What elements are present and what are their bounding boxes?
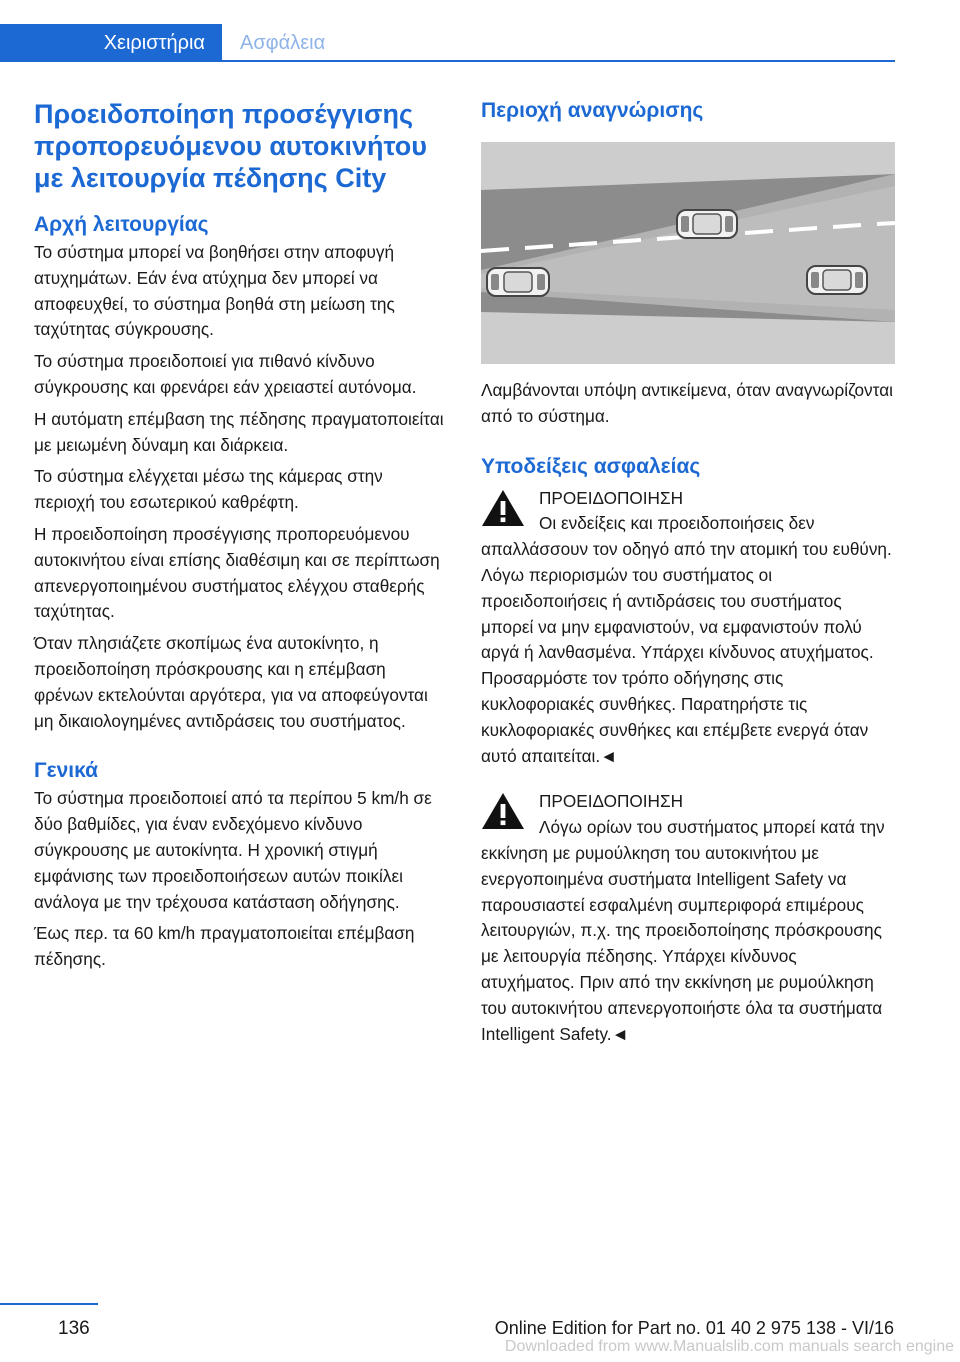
page-number: 136 xyxy=(58,1318,90,1339)
warning-triangle-icon xyxy=(481,488,525,528)
paragraph: Η προειδοποίηση προσέγγισης προπορευόμενου αυτοκινήτου είναι επίσης διαθέσιμη και σε περίπτωση απενεργοποιημένου συστήματος ελέγχου σταθερής ταχύτητας. xyxy=(34,523,440,622)
warning-text: Λόγω ορίων του συστήματος μπορεί κατά την εκκίνηση με ρυμούλκηση του αυτοκινήτου με ενεργοποιημένα συστήματα Intelligent Safety να παρουσιαστεί εσφαλμένη συμπεριφορά επιμέρους λειτουργιών, π.χ. της προειδοποίησης πρόσκρουσης με λειτουργία πέδησης. Υπάρχει κίνδυνος ατυχήματος. Πριν από την εκκίνηση με ρυμούλκηση του αυτοκινήτου απενεργοποιήστε όλα τα συστήματα Intelligent Safety.◄ xyxy=(481,817,885,1044)
paragraph: Όταν πλησιάζετε σκοπίμως ένα αυτοκίνητο, η προειδοποίηση πρόσκρουσης και η επέμβαση φρένων εκτελούνται αργότερα, για να αποφεύγονται μη δικαιολογημένες αντιδράσεις του συστήματος. xyxy=(34,633,428,731)
car-own xyxy=(487,268,549,296)
paragraph: Η αυτόματη επέμβαση της πέδησης πραγματοποιείται με μειωμένη δύναμη και διάρκεια. xyxy=(34,408,444,455)
page-header xyxy=(0,24,895,62)
warning-triangle-icon xyxy=(481,791,525,831)
paragraph: Το σύστημα προειδοποιεί από τα περίπου 5 km/h σε δύο βαθμίδες, για έναν ενδεχόμενο κίνδυνο σύγκρουσης με αυτοκίνητα. Η χρονική στιγμή εμφάνισης των προειδοποιήσεων αυτών ποικίλει ανάλογα με την τρέχουσα κατάσταση οδήγησης. xyxy=(34,788,432,912)
tab-controls[interactable]: Χειριστήρια xyxy=(0,24,222,62)
paragraph: Το σύστημα μπορεί να βοηθήσει στην αποφυγή ατυχημάτων. Εάν ένα ατύχημα δεν μπορεί να αποφευχθεί, το σύστημα βοηθά στη μείωση της ταχύτητας σύγκρουσης. xyxy=(34,242,395,340)
paragraph: Το σύστημα προειδοποιεί για πιθανό κίνδυνο σύγκρουσης και φρενάρει εάν χρειαστεί αυτόνομα. xyxy=(34,351,417,397)
warning-block xyxy=(481,789,895,1047)
right-column xyxy=(481,98,895,1047)
heading-general: Γενικά xyxy=(34,759,99,783)
tab-safety[interactable]: Ασφάλεια xyxy=(240,32,326,54)
heading-detection-area: Περιοχή αναγνώρισης xyxy=(481,99,704,122)
road-diagram xyxy=(481,142,895,364)
header-rule xyxy=(0,60,895,62)
figure-caption: Λαμβάνονται υπόψη αντικείμενα, όταν αναγνωρίζονται από το σύστημα. xyxy=(481,380,893,426)
warning-label: ΠΡΟΕΙΔΟΠΟΙΗΣΗ xyxy=(539,487,683,508)
warning-text: Οι ενδείξεις και προειδοποιήσεις δεν απαλλάσσουν τον οδηγό από την ατομική του ευθύνη. Λόγω περιορισμών του συστήματος οι προειδοποιήσεις ή αντιδράσεις του συστήματος μπορεί να μην εμφανιστούν, να εμφανιστούν πολύ αργά ή λανθασμένα. Υπάρχει κίνδυνος ατυχήματος. Προσαρμόστε τον τρόπο οδήγησης στις κυκλοφοριακές συνθήκες. Παρατηρήστε τις κυκλοφοριακές συνθήκες και επέμβετε ενεργά όταν αυτό απαιτείται.◄ xyxy=(481,513,892,766)
left-column xyxy=(34,98,448,979)
paragraph: Έως περ. τα 60 km/h πραγματοποιείται επέμβαση πέδησης. xyxy=(34,923,415,970)
page-title: Προειδοποίηση προσέγγισης προπορευόμενου αυτοκινήτου με λειτουργία πέδησης City xyxy=(34,99,427,193)
edition-info: Online Edition for Part no. 01 40 2 975 138 - VI/16 xyxy=(494,1318,894,1338)
heading-safety-notes: Υποδείξεις ασφαλείας xyxy=(481,454,701,478)
detection-area-illustration xyxy=(481,142,895,364)
warning-label: ΠΡΟΕΙΔΟΠΟΙΗΣΗ xyxy=(539,791,683,812)
heading-principle: Αρχή λειτουργίας xyxy=(34,213,209,236)
car-front xyxy=(807,266,867,294)
car-top xyxy=(677,210,737,238)
watermark: Downloaded from www.Manualslib.com manuals search engine xyxy=(504,1338,954,1355)
warning-block xyxy=(481,486,895,770)
footer-rule xyxy=(0,1303,98,1305)
paragraph: Το σύστημα ελέγχεται μέσω της κάμερας στην περιοχή του εσωτερικού καθρέφτη. xyxy=(34,466,383,513)
